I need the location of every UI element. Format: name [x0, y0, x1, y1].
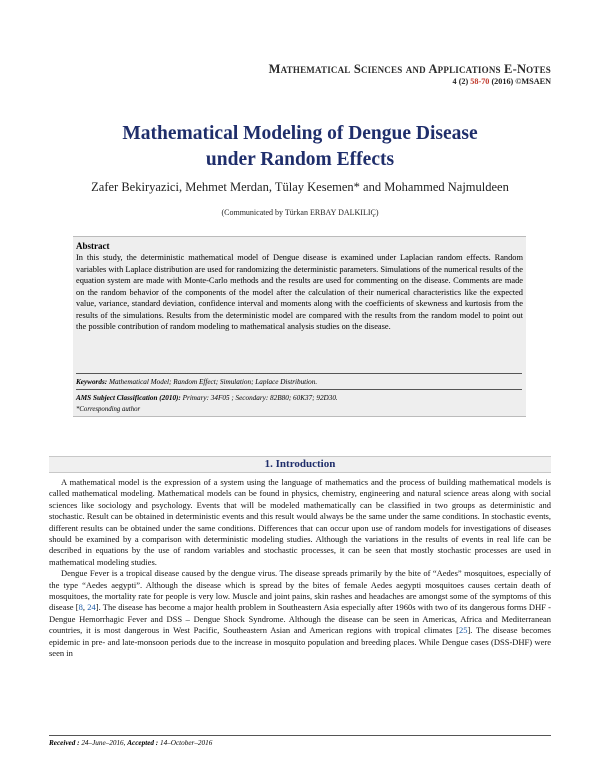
paragraph-2-text-a: Dengue Fever is a tropical disease caused by the dengue virus. The disease spreads primarily by the bite of “Aedes” mosquitoes, especially of the type “Aedes aegypti”. Although the disease which is spread by the bites of female Aedes aegypti mosquitoes causes certain death of mosquitoes, the mortality rate for people is very low. Muscle and joint pains, skin rashes and headaches are amongst some of the symptoms of this disease [	[49, 568, 551, 613]
received-date: 24–June–2016,	[81, 739, 126, 747]
citation-link[interactable]: 24	[87, 602, 96, 613]
keywords-label: Keywords:	[76, 378, 108, 386]
keywords-divider	[76, 389, 522, 390]
body-text	[49, 477, 551, 660]
keywords: Mathematical Model; Random Effect; Simulation; Laplace Distribution.	[108, 378, 318, 386]
ams-line	[76, 394, 523, 402]
paragraph-2	[49, 568, 551, 659]
accepted-label: Accepted :	[127, 739, 159, 747]
year-publisher: (2016) ©MSAEN	[491, 77, 551, 86]
abstract-divider	[76, 373, 522, 374]
citation-separator: ,	[82, 602, 88, 613]
paragraph-2-text-c: ]. The disease becomes epidemic in pre- and late-monsoon periods due to the increase in mosquito population and breeding places. While Dengue cases (DSS-DHF) were seen in	[49, 625, 551, 659]
ams-label: AMS Subject Classification (2010):	[76, 394, 181, 402]
author-list: Zafer Bekiryazici, Mehmet Merdan, Tülay Kesemen* and Mohammed Najmuldeen	[91, 180, 509, 194]
abstract-box	[73, 236, 526, 417]
communicated-by: (Communicated by Türkan ERBAY DALKILIÇ)	[221, 208, 379, 217]
page-range-link[interactable]: 58-70	[470, 77, 490, 86]
keywords-line	[76, 378, 523, 386]
volume-issue: 4 (2)	[452, 77, 469, 86]
ams-classification: Primary: 34F05 ; Secondary: 82B80; 60K37; 92D30.	[182, 394, 338, 402]
paragraph-1: A mathematical model is the expression of a system using the language of mathematics and the process of building mathematical models is called mathematical modeling. Mathematical models can be found in physics, chemistry, engineering and natural science areas along with social sciences like sociology and psychology. Events that will be modeled mathematically can be classified in two groups as deterministic and stochastic. Result can be obtained in deterministic events and this result would always be the same under the same conditions. In stochastic events, different results can be obtained under the same conditions. Differences that can occur upon use of random models for investigations of diseases should be examined by a comparison with deterministic modeling studies. Although the variations in the results of events in real life can be described in equations by the use of random variables and stochastic processes, it can be seen that mostly stochastic processes are used in mathematical modeling studies.	[49, 477, 551, 567]
abstract-heading: Abstract	[76, 241, 110, 251]
journal-name: Mathematical Sciences and Applications E-Notes	[268, 62, 551, 76]
volume-info	[453, 77, 551, 86]
abstract-text: In this study, the deterministic mathematical model of Dengue disease is examined under Laplacian random effects. Random variables with Laplace distribution are used for randomizing the deterministic parameters. Simulations of the numerical results of the equation system are made with Monte-Carlo methods and the results are used for commenting on the disease. Comments are made on the random behavior of the components of the model after the calculation of their numerical characteristics like the expected value, variance, standard deviation, confidence interval and moments along with the coefficients of skewness and kurtosis from the results of the simulations. Results from the deterministic model are compared with the results from the random model to point out the possible contribution of random modeling to mathematical analysis studies on the disease.	[76, 253, 523, 331]
corresponding-author-note: *Corresponding author	[76, 406, 141, 413]
citation-link[interactable]: 25	[458, 625, 468, 636]
section-title: 1. Introduction	[264, 458, 336, 470]
received-label: Received :	[49, 739, 80, 747]
received-accepted-dates	[49, 739, 212, 747]
accepted-date: 14–October–2016	[159, 739, 213, 747]
paragraph-2-text-b: ]. The disease has become a major health problem in Southeastern Asia especially after 1960s with two of its dangerous forms DHF - Dengue Hemorrhagic Fever and DSS – Dengue Shock Syndrome. Although the disease can be seen in Americas, Africa and Mediterranean countries, it is most dangerous in West Pacific, Southeastern Asian and American regions with tropical climates [	[49, 602, 551, 636]
section-heading-bar	[49, 456, 551, 473]
footer-divider	[49, 735, 551, 736]
citation-link[interactable]: 8	[78, 602, 83, 613]
paper-title: Mathematical Modeling of Dengue Disease under Random Effects	[122, 123, 478, 170]
